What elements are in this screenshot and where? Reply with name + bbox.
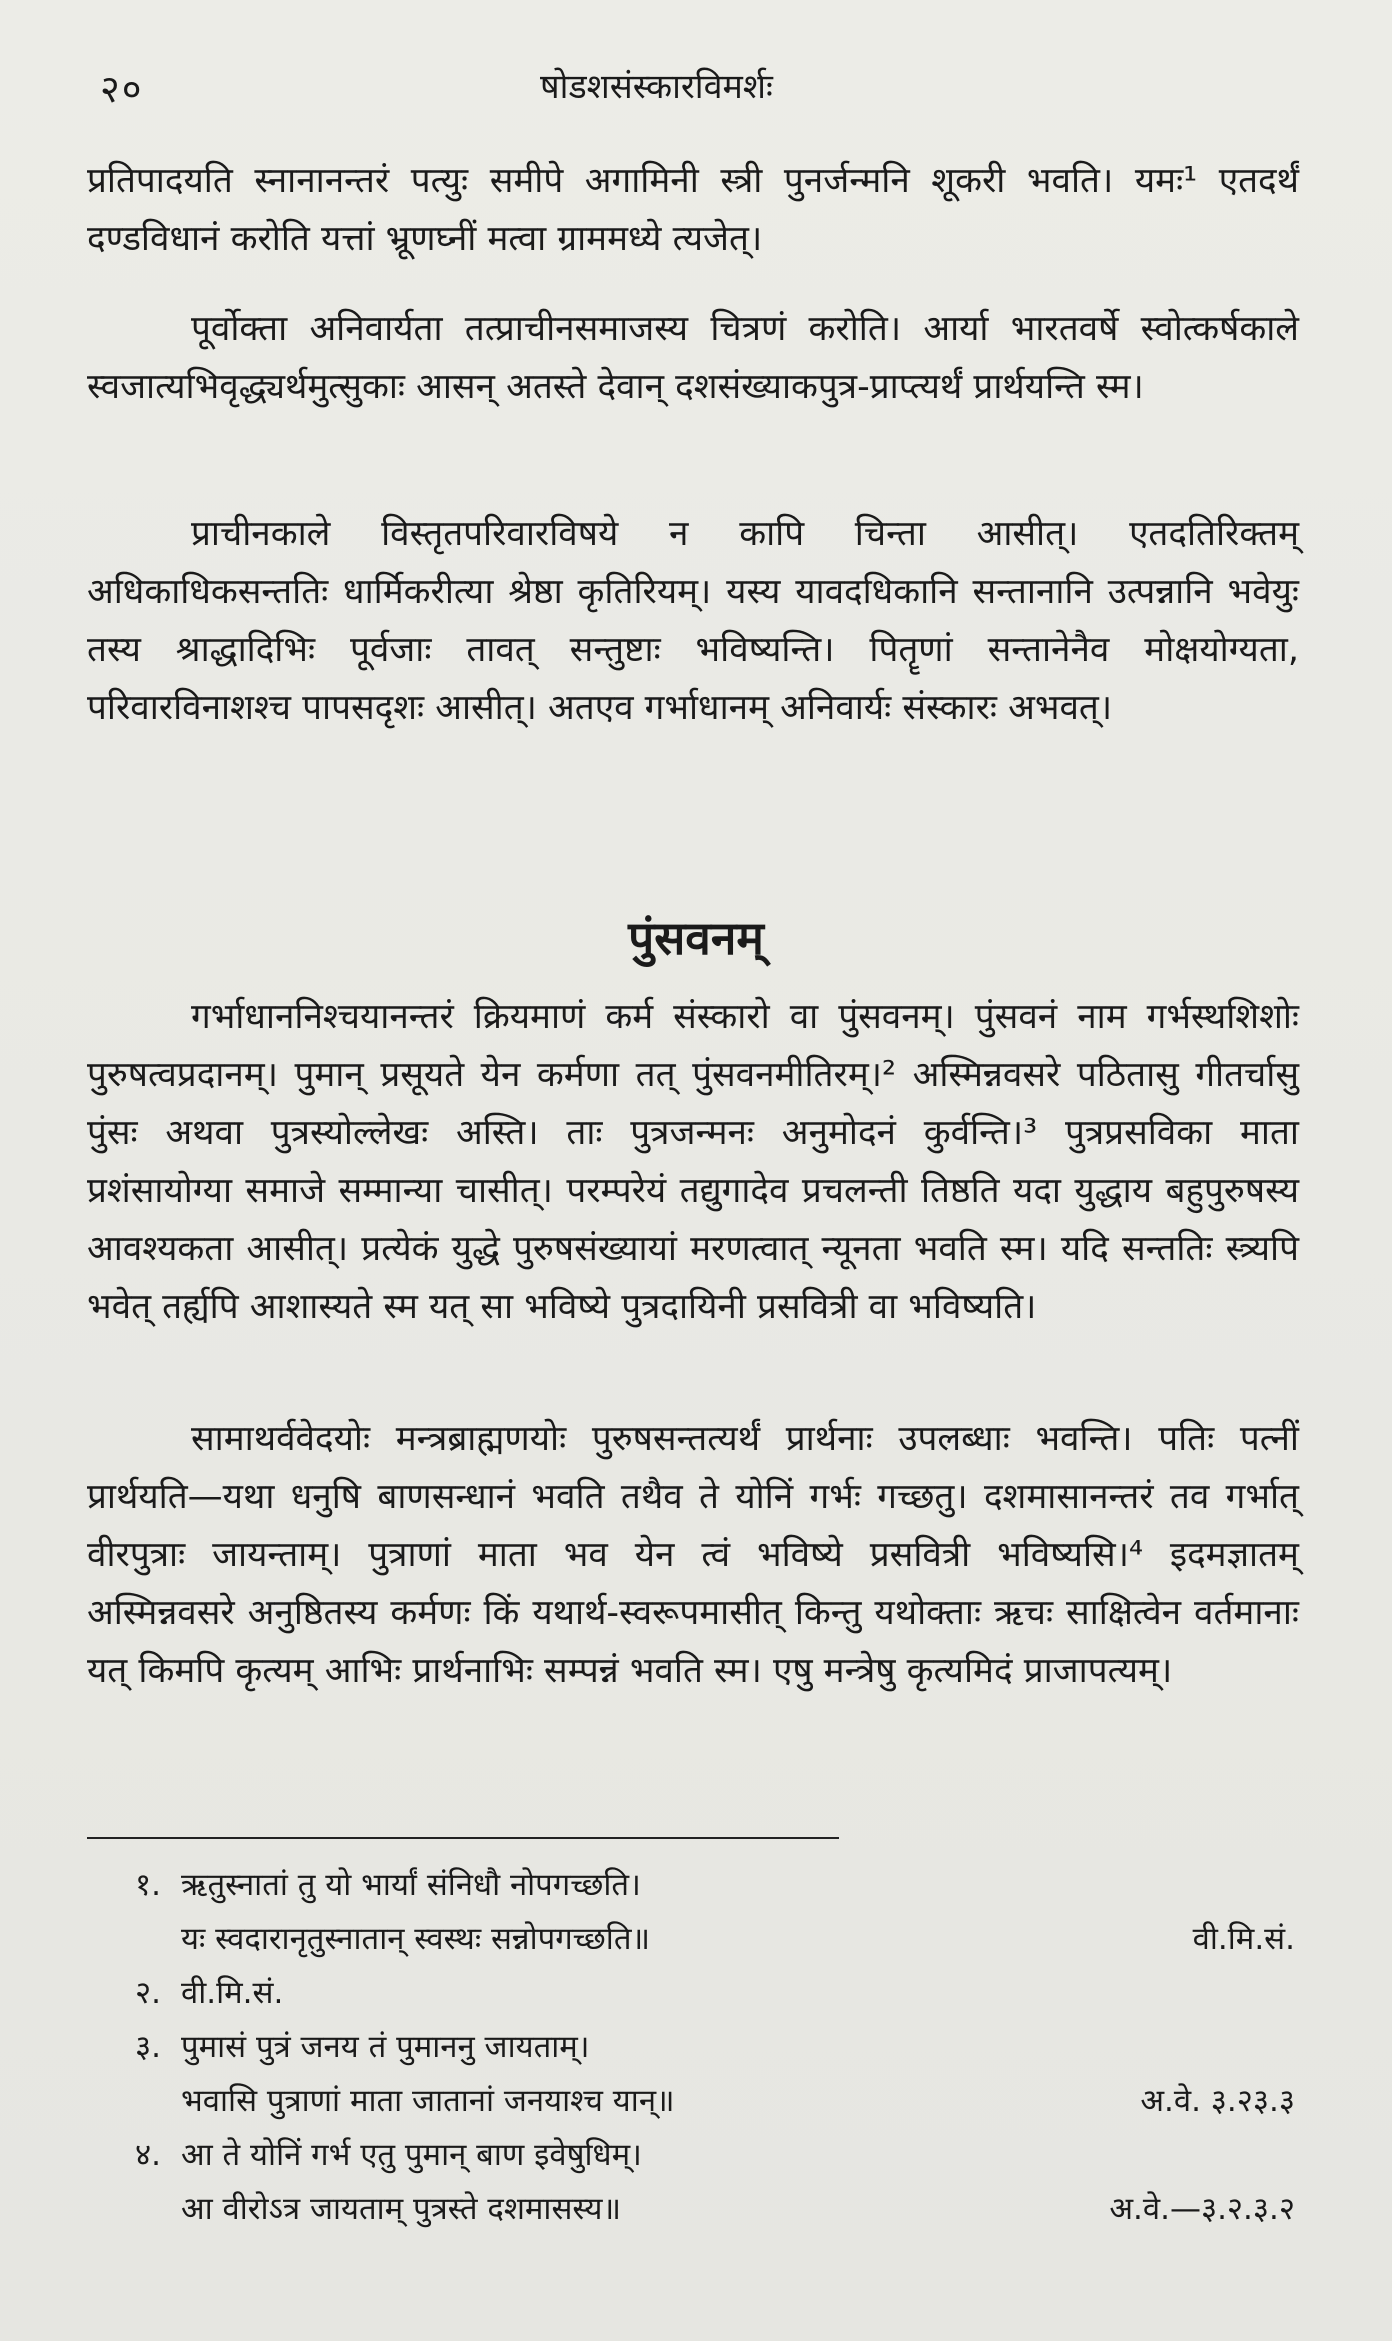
footnote-reference: वी.मि.सं. [1192, 1921, 1295, 1957]
footnote-number: १. [135, 1867, 161, 1903]
footnote-4-line-2 [135, 2182, 1295, 2236]
footnote-text: आ ते योनिं गर्भ एतु पुमान् बाण इवेषुधिम्। [181, 2137, 642, 2173]
page-number: २० [100, 67, 144, 111]
footnote-text: यः स्वदारानृतुस्नातान् स्वस्थः सन्नोपगच्छति॥ [181, 1921, 651, 1957]
footnote-number: ४. [135, 2137, 161, 2173]
footnote-4-line-1 [135, 2128, 1295, 2182]
paragraph-4: गर्भाधाननिश्चयानन्तरं क्रियमाणं कर्म संस्कारो वा पुंसवनम्। पुंसवनं नाम गर्भस्थशिशोः पुरुषत्वप्रदानम्। पुमान् प्रसूयते येन कर्मणा तत् पुंसवनमीतिरम्।² अस्मिन्नवसरे पठितासु गीतर्चासु पुंसः अथवा पुत्रस्योल्लेखः अस्ति। ताः पुत्रजन्मनः अनुमोदनं कुर्वन्ति।³ पुत्रप्रसविका माता प्रशंसायोग्या समाजे सम्मान्या चासीत्। परम्परेयं तद्युगादेव प्रचलन्ती तिष्ठति यदा युद्धाय बहुपुरुषस्य आवश्यकता आसीत्। प्रत्येकं युद्धे पुरुषसंख्यायां मरणत्वात् न्यूनता भवति स्म। यदि सन्ततिः स्त्र्यपि भवेत् तर्ह्यपि आशास्यते स्म यत् सा भविष्ये पुत्रदायिनी प्रसवित्री वा भविष्यति। [87, 997, 1299, 1327]
footnote-number: २. [135, 1975, 161, 2011]
footnote-number: ३. [135, 2029, 161, 2065]
paragraph-2: पूर्वोक्ता अनिवार्यता तत्प्राचीनसमाजस्य चित्रणं करोति। आर्या भारतवर्षे स्वोत्कर्षकाले स्वजात्यभिवृद्ध्यर्थमुत्सुकाः आसन् अतस्ते देवान् दशसंख्याकपुत्र-प्राप्त्यर्थं प्रार्थयन्ति स्म। [87, 309, 1299, 407]
footnote-1-line-2 [135, 1912, 1295, 1966]
footnote-text: आ वीरोऽत्र जायताम् पुत्रस्ते दशमासस्य॥ [181, 2191, 622, 2227]
paragraph-3: प्राचीनकाले विस्तृतपरिवारविषये न कापि चिन्ता आसीत्। एतदतिरिक्तम् अधिकाधिकसन्ततिः धार्मिकरीत्या श्रेष्ठा कृतिरियम्। यस्य यावदधिकानि सन्तानानि उत्पन्नानि भवेयुः तस्य श्राद्धादिभिः पूर्वजाः तावत् सन्तुष्टाः भविष्यन्ति। पितॄणां सन्तानेनैव मोक्षयोग्यता, परिवारविनाशश्च पापसदृशः आसीत्। अतएव गर्भाधानम् अनिवार्यः संस्कारः अभवत्। [87, 514, 1299, 728]
paragraph-1: प्रतिपादयति स्नानानन्तरं पत्युः समीपे अगामिनी स्त्री पुनर्जन्मनि शूकरी भवति। यमः¹ एतदर्थं दण्डविधानं करोति यत्तां भ्रूणघ्नीं मत्वा ग्राममध्ये त्यजेत्। [87, 161, 1299, 259]
footnote-reference: अ.वे. ३.२३.३ [1140, 2083, 1295, 2119]
footnote-3-line-1 [135, 2020, 1295, 2074]
running-title: षोडशसंस्कारविमर्शः [540, 67, 773, 107]
section-heading: पुंसवनम् [628, 911, 764, 965]
footnote-reference: अ.वे.—३.२.३.२ [1109, 2191, 1295, 2227]
paragraph-5: सामाथर्ववेदयोः मन्त्रब्राह्मणयोः पुरुषसन्तत्यर्थं प्रार्थनाः उपलब्धाः भवन्ति। पतिः पत्नीं प्रार्थयति—यथा धनुषि बाणसन्धानं भवति तथैव ते योनिं गर्भः गच्छतु। दशमासानन्तरं तव गर्भात् वीरपुत्राः जायन्ताम्। पुत्राणां माता भव येन त्वं भविष्ये प्रसवित्री भविष्यसि।⁴ इदमज्ञातम् अस्मिन्नवसरे अनुष्ठितस्य कर्मणः किं यथार्थ-स्वरूपमासीत् किन्तु यथोक्ताः ऋचः साक्षित्वेन वर्तमानाः यत् किमपि कृत्यम् आभिः प्रार्थनाभिः सम्पन्नं भवति स्म। एषु मन्त्रेषु कृत्यमिदं प्राजापत्यम्। [87, 1419, 1299, 1691]
footnotes [135, 1858, 1295, 2236]
footnote-text: ऋतुस्नातां तु यो भार्यां संनिधौ नोपगच्छति। [181, 1867, 641, 1903]
footnote-text: पुमासं पुत्रं जनय तं पुमाननु जायताम्। [181, 2029, 590, 2065]
footnote-text: भवासि पुत्राणां माता जातानां जनयाश्च यान्॥ [181, 2083, 675, 2119]
footnote-2-line-1 [135, 1966, 1295, 2020]
footnote-divider [87, 1837, 839, 1839]
footnote-text: वी.मि.सं. [181, 1975, 284, 2011]
footnote-3-line-2 [135, 2074, 1295, 2128]
page-header [0, 62, 1392, 122]
footnote-1-line-1 [135, 1858, 1295, 1912]
